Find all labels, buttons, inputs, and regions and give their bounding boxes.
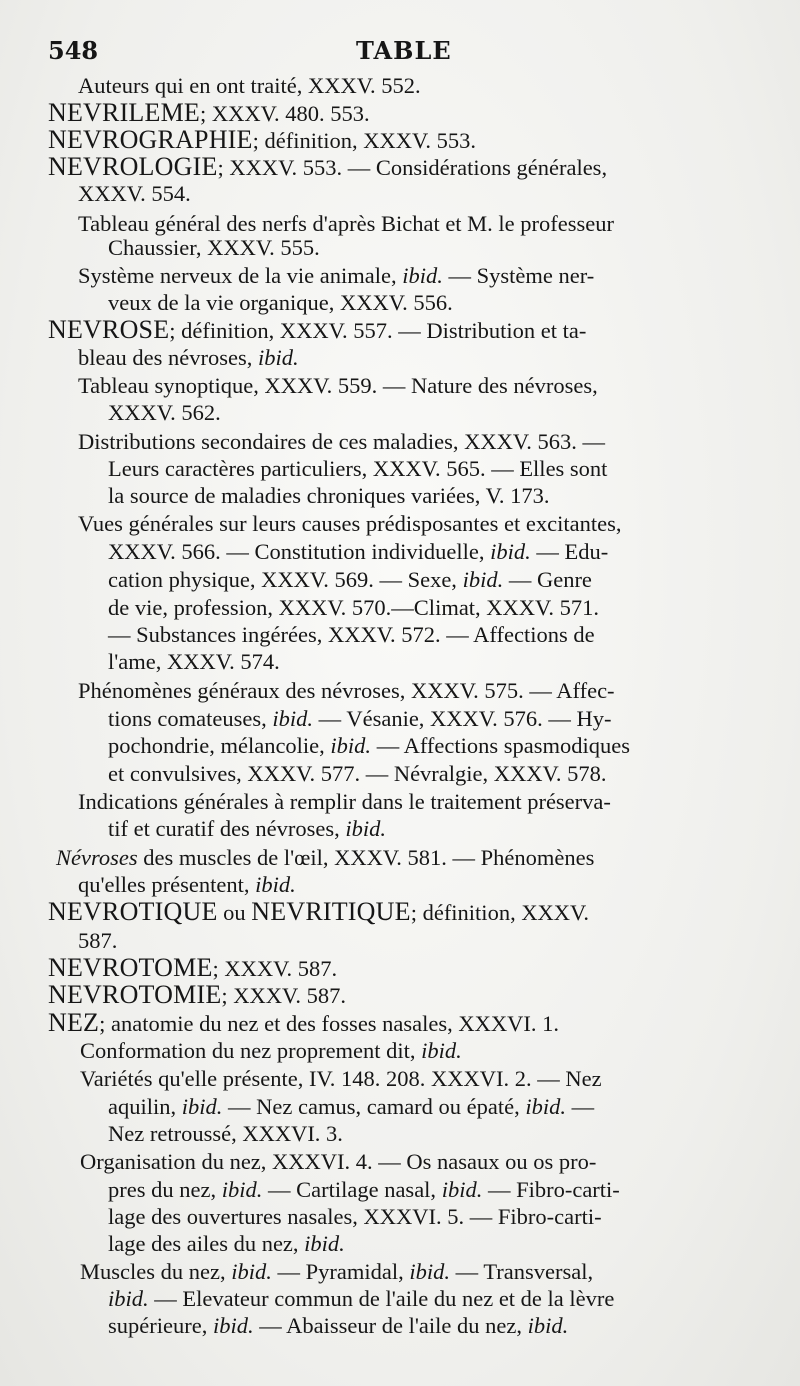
index-line — [108, 482, 550, 509]
entry-text: qu'elles présentent, — [78, 872, 256, 897]
entry-heading: NEVROTOMIE — [48, 980, 222, 1009]
entry-text: supérieure, — [108, 1313, 213, 1338]
entry-text: Distributions secondaires de ces maladies, XXXV. 563. — — [78, 429, 605, 454]
entry-text: ; définition, XXXV. 557. — Distribution et ta- — [169, 318, 587, 343]
index-line — [48, 99, 370, 127]
entry-text: cation physique, XXXV. 569. — Sexe, — [108, 567, 463, 592]
entry-text: XXXV. 554. — [78, 181, 191, 206]
index-line — [78, 788, 611, 815]
entry-text: — Genre — [503, 567, 592, 592]
entry-text: — Pyramidal, — [271, 1259, 410, 1284]
entry-text: tions comateuses, — [108, 706, 273, 731]
index-line — [108, 566, 592, 593]
entry-text: ; définition, XXXV. 553. — [252, 128, 476, 153]
italic-text: ibid. — [108, 1286, 149, 1311]
entry-text: — Fibro-carti- — [482, 1177, 620, 1202]
index-line — [56, 844, 594, 871]
entry-text: ; XXXV. 587. — [212, 956, 338, 981]
entry-text: 587. — [78, 928, 118, 953]
entry-text: Système nerveux de la vie animale, — [78, 263, 403, 288]
index-line — [108, 234, 320, 261]
index-line — [108, 732, 630, 759]
entry-heading: NEVRITIQUE — [251, 897, 411, 926]
italic-text: Névroses — [56, 845, 138, 870]
index-line — [78, 372, 598, 399]
italic-text: ibid. — [181, 1094, 223, 1119]
entry-text: des muscles de l'œil, XXXV. 581. — Phénomènes — [137, 845, 595, 870]
index-line — [108, 815, 386, 842]
entry-text: lage des ailes du nez, — [108, 1231, 305, 1256]
entry-text: bleau des névroses, — [78, 345, 258, 370]
entry-text: pres du nez, — [108, 1177, 222, 1202]
index-line — [78, 510, 621, 537]
index-line — [108, 621, 595, 648]
entry-text: aquilin, — [108, 1094, 182, 1119]
index-line — [80, 1065, 602, 1092]
entry-text: — Transversal, — [449, 1259, 594, 1284]
entry-text: Vues générales sur leurs causes prédisposantes et excitantes, — [78, 511, 622, 536]
italic-text: ibid. — [409, 1259, 450, 1284]
italic-text: ibid. — [441, 1177, 483, 1202]
index-line — [108, 1093, 594, 1120]
index-line — [78, 72, 421, 99]
entry-text: Leurs caractères particuliers, XXXV. 565. — Elles sont — [108, 456, 608, 481]
entry-text: Conformation du nez proprement dit, — [80, 1038, 422, 1063]
italic-text: ibid. — [330, 733, 372, 758]
entry-heading: NEVROTOME — [48, 953, 213, 982]
index-line — [80, 1148, 596, 1175]
running-title: TABLE — [356, 36, 452, 65]
index-line — [108, 399, 221, 426]
index-line — [108, 1120, 343, 1147]
entry-heading: NEVRILEME — [48, 98, 200, 127]
entry-text: ou — [217, 900, 252, 925]
index-line — [80, 1258, 593, 1285]
entry-text: — Cartilage nasal, — [262, 1177, 442, 1202]
entry-heading: NEVROGRAPHIE — [48, 125, 253, 154]
index-line — [108, 538, 608, 565]
entry-text: — — [566, 1094, 595, 1119]
index-line — [78, 180, 191, 207]
entry-text: et convulsives, XXXV. 577. — Névralgie, XXXV. 578. — [108, 761, 607, 786]
index-line — [108, 1312, 568, 1339]
entry-text: Tableau synoptique, XXXV. 559. — Nature des névroses, — [78, 373, 598, 398]
index-line — [108, 1176, 620, 1203]
italic-text: ibid. — [272, 706, 313, 731]
italic-text: ibid. — [462, 567, 504, 592]
italic-text: ibid. — [525, 1094, 567, 1119]
index-line — [80, 1037, 462, 1064]
entry-text: Chaussier, XXXV. 555. — [108, 235, 320, 260]
italic-text: ibid. — [402, 263, 443, 288]
entry-text: — Substances ingérées, XXXV. 572. — Affections de — [108, 622, 595, 647]
entry-text: Nez retroussé, XXXVI. 3. — [108, 1121, 343, 1146]
entry-text: — Abaisseur de l'aile du nez, — [253, 1313, 528, 1338]
index-line — [108, 1230, 345, 1257]
entry-text: pochondrie, mélancolie, — [108, 733, 331, 758]
index-line — [108, 760, 607, 787]
index-line — [78, 428, 605, 455]
entry-text: — Système ner- — [442, 263, 595, 288]
entry-text: XXXV. 562. — [108, 400, 221, 425]
italic-text: ibid. — [221, 1177, 263, 1202]
index-line — [108, 594, 599, 621]
index-line — [48, 981, 346, 1009]
entry-heading: NEZ — [48, 1008, 100, 1037]
index-line — [78, 677, 615, 704]
entry-text: veux de la vie organique, XXXV. 556. — [108, 290, 453, 315]
entry-text: l'ame, XXXV. 574. — [108, 649, 280, 674]
italic-text: ibid. — [257, 345, 299, 370]
index-line — [48, 898, 589, 926]
italic-text: ibid. — [527, 1313, 569, 1338]
index-line — [108, 289, 453, 316]
entry-text: de vie, profession, XXXV. 570.—Climat, XXXV. 571. — [108, 595, 600, 620]
entry-heading: NEVROLOGIE — [48, 152, 218, 181]
entry-text: Phénomènes généraux des névroses, XXXV. 575. — Affec- — [78, 678, 615, 703]
index-line — [48, 153, 607, 181]
italic-text: ibid. — [490, 539, 531, 564]
entry-text: Indications générales à remplir dans le traitement préserva- — [78, 789, 611, 814]
index-line — [78, 927, 117, 954]
page-number: 548 — [48, 36, 99, 65]
index-line — [78, 210, 614, 237]
entry-text: Variétés qu'elle présente, IV. 148. 208. XXXVI. 2. — Nez — [80, 1066, 602, 1091]
italic-text: ibid. — [231, 1259, 272, 1284]
entry-text: ; XXXV. 587. — [221, 983, 347, 1008]
index-line — [108, 1285, 614, 1312]
entry-text: Auteurs qui en ont traité, XXXV. 552. — [78, 73, 421, 98]
entry-heading: NEVROTIQUE — [48, 897, 218, 926]
italic-text: ibid. — [304, 1231, 345, 1256]
italic-text: ibid. — [255, 872, 296, 897]
italic-text: ibid. — [421, 1038, 462, 1063]
index-line — [78, 262, 594, 289]
entry-text: Tableau général des nerfs d'après Bichat et M. le professeur — [78, 211, 615, 236]
entry-text: — Vésanie, XXXV. 576. — Hy- — [313, 706, 612, 731]
index-line — [108, 648, 280, 675]
entry-text: tif et curatif des névroses, — [108, 816, 346, 841]
index-line — [78, 871, 296, 898]
entry-text: Muscles du nez, — [80, 1259, 232, 1284]
index-line — [48, 316, 586, 344]
page-header — [0, 36, 800, 66]
entry-text: ; anatomie du nez et des fosses nasales, XXXVI. 1. — [99, 1011, 560, 1036]
italic-text: ibid. — [212, 1313, 254, 1338]
index-line — [48, 1009, 559, 1037]
entry-text: la source de maladies chroniques variées, V. 173. — [108, 483, 550, 508]
entry-text: — Edu- — [530, 539, 609, 564]
entry-text: lage des ouvertures nasales, XXXVI. 5. — Fibro-carti- — [108, 1204, 602, 1229]
index-line — [108, 705, 612, 732]
entry-text: — Affections spasmodiques — [371, 733, 630, 758]
index-line — [78, 344, 299, 371]
index-line — [48, 954, 337, 982]
entry-heading: NEVROSE — [48, 315, 170, 344]
entry-text: — Nez camus, camard ou épaté, — [222, 1094, 526, 1119]
entry-text: ; XXXV. 553. — Considérations générales, — [217, 155, 608, 180]
italic-text: ibid. — [345, 816, 387, 841]
index-line — [48, 126, 476, 154]
index-line — [108, 455, 607, 482]
entry-text: ; XXXV. 480. 553. — [200, 101, 370, 126]
entry-text: XXXV. 566. — Constitution individuelle, — [108, 539, 491, 564]
entry-text: Organisation du nez, XXXVI. 4. — Os nasaux ou os pro- — [80, 1149, 597, 1174]
entry-text: — Elevateur commun de l'aile du nez et de la lèvre — [148, 1286, 615, 1311]
index-line — [108, 1203, 602, 1230]
entry-text: ; définition, XXXV. — [410, 900, 590, 925]
